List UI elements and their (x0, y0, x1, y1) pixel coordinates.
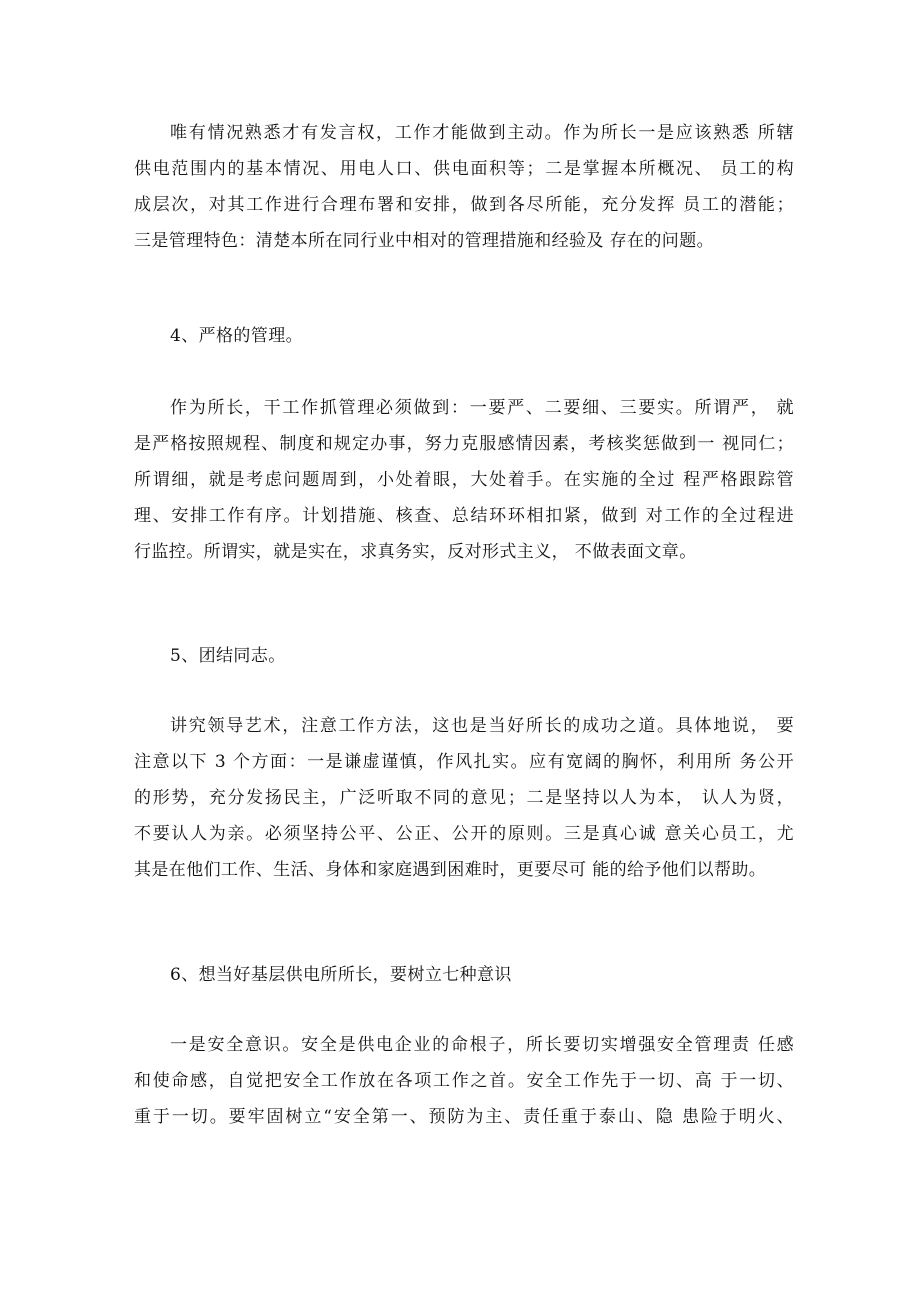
section-heading: 6、想当好基层供电所所长，要树立七种意识 (170, 965, 512, 985)
text-line: 注意以下 3 个方面：一是谦虚谨慎，作风扎实。应有宽阔的胸怀，利用所 务公开 (134, 752, 794, 772)
text-line: 和使命感，自觉把安全工作放在各项工作之首。安全工作先于一切、高 于一切、 (134, 1071, 794, 1091)
paragraph (134, 115, 794, 259)
text-line: 三是管理特色：清楚本所在同行业中相对的管理措施和经验及 存在的问题。 (134, 231, 715, 251)
text-line: 理、安排工作有序。计划措施、核查、总结环环相扣紧，做到 对工作的全过程进 (134, 506, 794, 526)
text-line: 作为所长，干工作抓管理必须做到：一要严、二要细、三要实。所谓严， 就 (170, 398, 794, 418)
section-heading: 5、团结同志。 (170, 646, 286, 666)
section-heading: 4、严格的管理。 (170, 326, 304, 346)
text-line: 供电范围内的基本情况、用电人口、供电面积等；二是掌握本所概况、 员工的构 (134, 159, 794, 179)
text-line: 是严格按照规程、制度和规定办事，努力克服感情因素，考核奖惩做到一 视同仁； (134, 434, 794, 454)
text-line: 不要认人为亲。必须坚持公平、公正、公开的原则。三是真心诚 意关心员工，尤 (134, 824, 794, 844)
text-line: 唯有情况熟悉才有发言权，工作才能做到主动。作为所长一是应该熟悉 所辖 (170, 123, 794, 143)
text-line: 行监控。所谓实，就是实在，求真务实，反对形式主义， 不做表面文章。 (134, 542, 697, 562)
text-line: 一是安全意识。安全是供电企业的命根子，所长要切实增强安全管理责 任感 (170, 1035, 794, 1055)
text-line: 重于一切。要牢固树立“安全第一、预防为主、责任重于泰山、隐 患险于明火、 (134, 1107, 794, 1127)
text-line: 讲究领导艺术，注意工作方法，这也是当好所长的成功之道。具体地说， 要 (170, 716, 794, 736)
text-line: 所谓细，就是考虑问题周到，小处着眼，大处着手。在实施的全过 程严格跟踪管 (134, 470, 794, 490)
paragraph (134, 708, 794, 888)
text-line: 其是在他们工作、生活、身体和家庭遇到困难时，更要尽可 能的给予他们以帮助。 (134, 860, 767, 880)
paragraph (134, 390, 794, 570)
paragraph (134, 1027, 794, 1135)
text-line: 的形势，充分发扬民主，广泛听取不同的意见；二是坚持以人为本， 认人为贤， (134, 788, 794, 808)
text-line: 成层次，对其工作进行合理布署和安排，做到各尽所能，充分发挥 员工的潜能； (134, 195, 794, 215)
